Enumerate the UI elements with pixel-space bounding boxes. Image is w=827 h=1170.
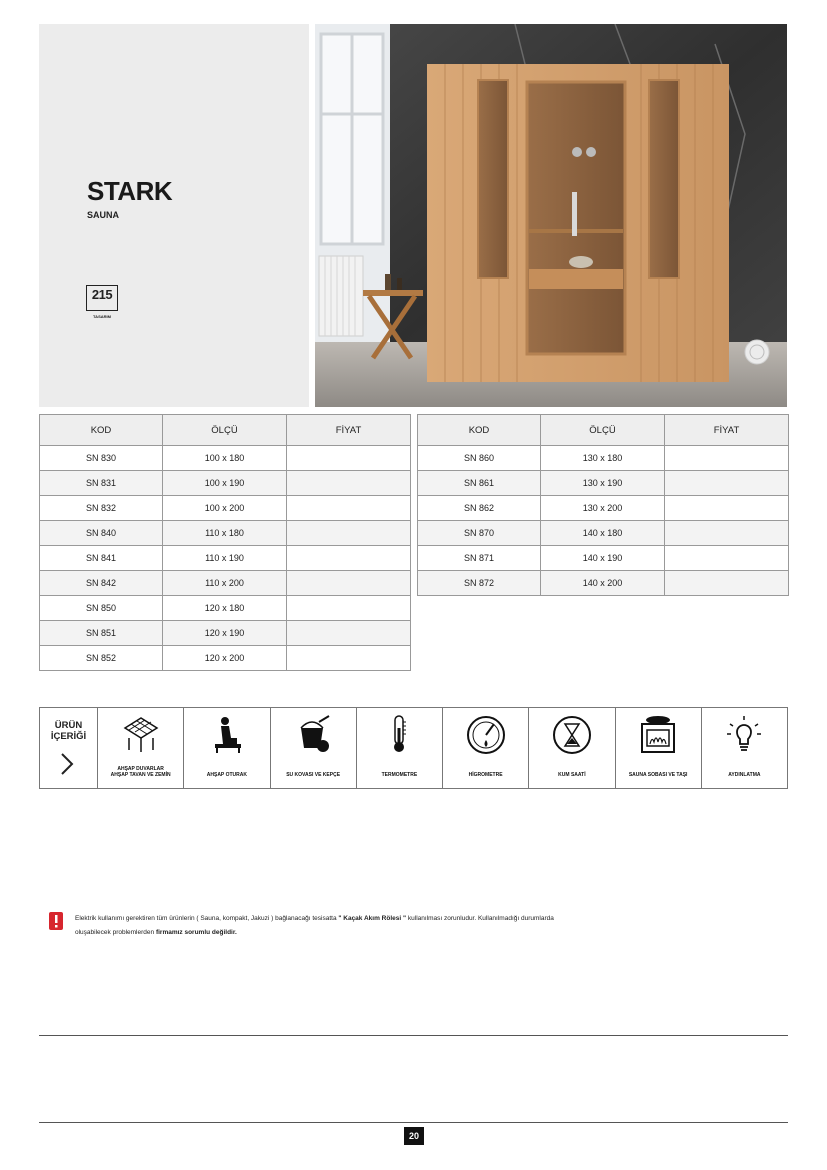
feature-hourglass — [529, 708, 615, 788]
header-kod: KOD — [40, 415, 163, 446]
header-olcu: ÖLÇÜ — [163, 415, 287, 446]
contents-heading-label: ÜRÜN İÇERİĞİ — [50, 720, 87, 742]
bench-icon — [207, 714, 247, 754]
feature-bucket — [271, 708, 357, 788]
badge-label: TASARIM — [93, 314, 111, 319]
cell-price — [665, 571, 789, 596]
warning-line1-end: kullanılması zorunludur. Kullanılmadığı durumlarda — [406, 915, 554, 922]
warning-icon — [49, 912, 63, 930]
feature-label: AHŞAP DUVARLAR AHŞAP TAVAN VE ZEMİN — [110, 766, 171, 778]
hygrometer-icon — [465, 714, 507, 756]
lightbulb-icon — [724, 714, 764, 754]
table-row — [418, 446, 789, 471]
cell-code: SN 840 — [40, 521, 163, 546]
cell-price — [287, 596, 411, 621]
footer-line — [39, 1122, 788, 1123]
table-row — [40, 571, 411, 596]
feature-label: SU KOVASI VE KEPÇE — [286, 772, 341, 778]
table-row — [40, 621, 411, 646]
wood-ceiling-icon — [121, 714, 161, 754]
warning-line1-bold: " Kaçak Akım Rölesi " — [338, 915, 407, 922]
cell-code: SN 870 — [418, 521, 541, 546]
cell-code: SN 831 — [40, 471, 163, 496]
cell-price — [287, 521, 411, 546]
header-olcu: ÖLÇÜ — [541, 415, 665, 446]
cell-code: SN 830 — [40, 446, 163, 471]
feature-bench — [184, 708, 270, 788]
cell-code: SN 860 — [418, 446, 541, 471]
header-fiyat: FİYAT — [665, 415, 789, 446]
badge-number: 215 — [91, 287, 113, 302]
table-row — [418, 571, 789, 596]
bucket-icon — [293, 714, 333, 754]
feature-label: AHŞAP OTURAK — [206, 772, 247, 778]
cell-price — [287, 446, 411, 471]
cell-code: SN 842 — [40, 571, 163, 596]
cell-size: 130 x 190 — [541, 471, 665, 496]
cell-price — [665, 521, 789, 546]
warning-text — [75, 912, 749, 940]
cell-code: SN 862 — [418, 496, 541, 521]
cell-price — [665, 471, 789, 496]
cell-size: 110 x 190 — [163, 546, 287, 571]
warning-line2-start: oluşabilecek problemlerden — [75, 929, 156, 936]
cell-size: 100 x 180 — [163, 446, 287, 471]
hero-title-block — [39, 24, 309, 407]
table-row — [418, 546, 789, 571]
table-row — [418, 496, 789, 521]
cell-code: SN 832 — [40, 496, 163, 521]
cell-code: SN 871 — [418, 546, 541, 571]
table-row — [40, 596, 411, 621]
chevron-right-icon — [60, 752, 74, 776]
cell-size: 130 x 200 — [541, 496, 665, 521]
cell-price — [287, 471, 411, 496]
cell-size: 100 x 190 — [163, 471, 287, 496]
feature-stove — [616, 708, 702, 788]
table-row — [40, 446, 411, 471]
feature-label: AYDINLATMA — [728, 772, 761, 778]
product-contents-heading — [40, 708, 98, 788]
product-contents-strip — [39, 707, 788, 789]
cell-size: 140 x 190 — [541, 546, 665, 571]
product-title: STARK — [87, 176, 173, 206]
thermometer-icon — [379, 714, 419, 754]
cell-code: SN 852 — [40, 646, 163, 671]
warning-line1-start: Elektrik kullanımı gerektiren tüm ürünlerin ( Sauna, kompakt, Jakuzi ) bağlanacağı tesisatta — [75, 915, 339, 922]
feature-hygrometer — [443, 708, 529, 788]
cell-price — [287, 646, 411, 671]
feature-wood-walls — [98, 708, 184, 788]
cell-size: 140 x 180 — [541, 521, 665, 546]
table-row — [40, 496, 411, 521]
cell-size: 120 x 190 — [163, 621, 287, 646]
table-row — [40, 646, 411, 671]
table-header-row — [418, 415, 789, 446]
page-number: 20 — [404, 1127, 424, 1145]
feature-lighting — [702, 708, 787, 788]
sauna-illustration — [315, 24, 787, 407]
cell-price — [665, 546, 789, 571]
hourglass-icon — [551, 714, 593, 756]
table-row — [418, 471, 789, 496]
cell-price — [287, 621, 411, 646]
divider-line — [39, 1035, 788, 1036]
cell-price — [287, 546, 411, 571]
feature-label: KUM SAATİ — [558, 772, 586, 778]
cell-price — [665, 446, 789, 471]
header-fiyat: FİYAT — [287, 415, 411, 446]
cell-code: SN 850 — [40, 596, 163, 621]
cell-code: SN 872 — [418, 571, 541, 596]
cell-price — [287, 496, 411, 521]
cell-size: 120 x 180 — [163, 596, 287, 621]
cell-code: SN 861 — [418, 471, 541, 496]
electrical-warning — [49, 912, 749, 940]
size-table-right — [417, 414, 789, 596]
cell-size: 140 x 200 — [541, 571, 665, 596]
cell-size: 130 x 180 — [541, 446, 665, 471]
feature-thermometer — [357, 708, 443, 788]
size-table-left — [39, 414, 411, 671]
feature-label: TERMOMETRE — [381, 772, 418, 778]
warning-line2-bold: firmamız sorumlu değildir. — [155, 929, 237, 936]
feature-label: SAUNA SOBASI VE TAŞI — [628, 772, 688, 778]
cell-size: 110 x 180 — [163, 521, 287, 546]
cell-price — [287, 571, 411, 596]
stove-icon — [638, 714, 678, 754]
table-header-row — [40, 415, 411, 446]
cell-code: SN 851 — [40, 621, 163, 646]
cell-price — [665, 496, 789, 521]
cell-size: 100 x 200 — [163, 496, 287, 521]
product-subtitle: SAUNA — [87, 210, 120, 220]
header-kod: KOD — [418, 415, 541, 446]
table-row — [418, 521, 789, 546]
sauna-photo — [315, 24, 787, 407]
cell-code: SN 841 — [40, 546, 163, 571]
design-badge — [86, 285, 118, 319]
feature-label: HİGROMETRE — [468, 772, 503, 778]
cell-size: 120 x 200 — [163, 646, 287, 671]
table-row — [40, 521, 411, 546]
cell-size: 110 x 200 — [163, 571, 287, 596]
table-row — [40, 546, 411, 571]
table-row — [40, 471, 411, 496]
